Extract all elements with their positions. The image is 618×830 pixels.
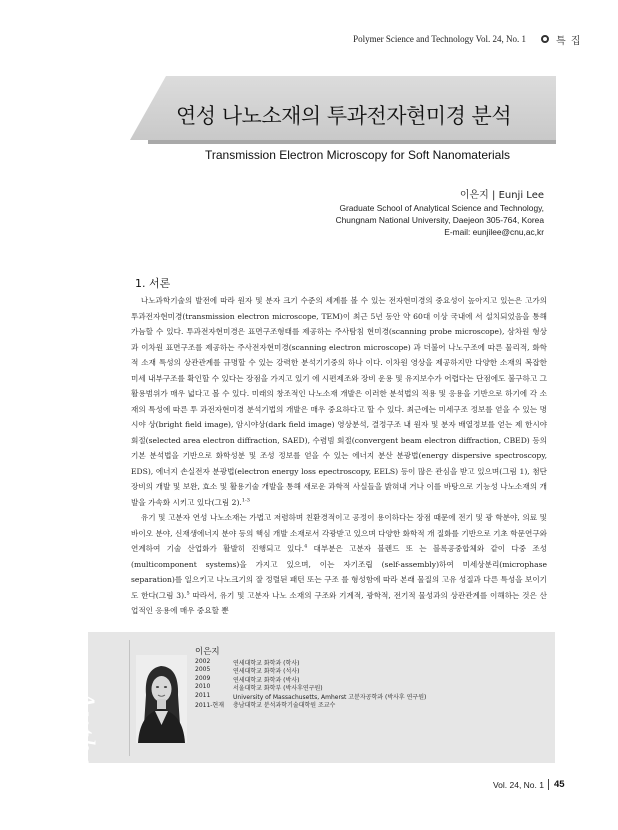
bio-entry: 2009 연세대학교 화학과 (박사) (195, 674, 300, 684)
page-number: 45 (554, 779, 565, 790)
banner-fold (130, 76, 166, 140)
reference-superscript: 4 (304, 543, 308, 550)
author-vertical-label: Author (68, 690, 101, 786)
journal-header: Polymer Science and Technology Vol. 24, No. 1 (353, 34, 526, 44)
bio-entry: 2010 서울대학교 화학부 (박사후연구원) (195, 683, 323, 693)
reference-superscript: 5 (186, 589, 190, 596)
author-line (460, 186, 544, 201)
author-name-en: Eunji Lee (498, 190, 544, 201)
author-photo (136, 655, 187, 743)
author-email: E-mail: eunjilee@cnu,ac,kr (444, 227, 544, 237)
banner-shadow (148, 140, 556, 144)
section-label: 특 집 (556, 36, 582, 47)
bio-entry: 2005 연세대학교 화학과 (석사) (195, 666, 300, 676)
body-text (131, 293, 547, 619)
title-english: Transmission Electron Microscopy for Soft Nanomaterials (205, 148, 510, 162)
title-korean: 연성 나노소재의 투과전자현미경 분석 (176, 104, 512, 128)
author-name-ko: 이은지 (459, 190, 489, 201)
bio-list (195, 658, 426, 708)
paragraph-2: 유기 및 고분자 연성 나노소재는 가볍고 저렴하며 친환경적이고 공정이 용이하다는 장점 때문에 전기 및 광 학분야, 의료 및 바이오 분야, 신재생에너지 분야 등의 핵심 개발 소재로서 각광받고 있으며 다양한 화학적 개 질화를 기반으로 기초 학문연구와 연계하여 기술 산업화가 활발히 진행되고 있다.$^4$ 대부분은 고분자 블렌드 또 는 블록공중합체와 같이 다중 조성(multicomponent systems)을 가지고 있으며, 이는 자기조립 (self-assembly)하여 미세상분리(microphase separation)를 일으키고 나노크기의 잘 정렬된 패턴 또는 구조 를 형성함에 따라 본래 물질의 고유 성질과 다른 특성을 보이기도 한다(그림 3).$^5$ 따라서, 유기 및 고분자 나노 소재의 구조와 기계적, 광학적, 전기적 물성과의 상관관계를 이해하는 것은 산업적인 응용에 매우 중요할 뿐 (131, 513, 547, 615)
footer-separator (548, 779, 549, 790)
circle-bullet-icon (541, 35, 549, 43)
bio-entry: 2011-현재 충남대학교 분석과학기술대학원 조교수 (195, 701, 336, 709)
paragraph-1: 나노과학기술의 발전에 따라 원자 및 분자 크기 수준의 세계를 볼 수 있는 전자현미경의 중요성이 높아지고 있는은 고가의 투과전자현미경(transmission electron microscope, TEM)이 최근 5년 동안 약 60대 이상 국내에 서 설치되었음을 통해 가늠할 수 있다. 투과전자현미경은 표면구조형태를 제공하는 주사탐침 현미경(scanning probe microscope), 삼차원 형상과 이차원 표면구조를 제공하는 주사전자현미경(scanning electron microscope) 과 더불어 나노구조에 따른 물리적, 화학적 소재 특성의 상관관계를 규명할 수 있는 강력한 분석기기중의 하나 이다. 이차원 영상을 제공하지만 다양한 소재의 복잡한 미세 내부구조를 확인할 수 있다는 장점을 가지고 있기 에 시편제조와 장비 운용 및 유지보수가 어렵다는 단점에도 불구하고 그 활용범위가 매우 넓다고 볼 수 있다. 미래의 창조적인 나노소재 개발은 이러한 분석법의 적용 및 응용을 기반으로 하기에 각 소재의 특성에 따른 투 과전자현미경 분석기법의 개발은 매우 중요하다고 할 수 있다. 최근에는 미세구조 정보를 얻을 수 있는 명시야 상(bright field image), 암시야상(dark field image) 영상분석, 결정구조 내 원자 및 분자 배열정보를 얻는 제 한시야 회절(selected area electron diffraction, SAED), 수렴빔 회절(convergent beam electron diffraction, CBED) 등의 기본 분석법을 기반으로 화학성분 및 조성 정보를 얻을 수 있는 에너지 분산 분광법(energy dispersive spectroscopy, EDS), 에너지 손실전자 분광법(electron energy loss epectroscopy, EELS) 등이 많은 관심을 받고 있으며(그림 1), 첨단 장비의 개발 및 보완, 효소 및 활용기술 개발을 통해 새로운 과학적 사실들을 밝혀내 거나 이를 바탕으로 기능성 나노소재의 개발을 가속화 시키고 있다(그림 2).$^{1-3}$ (131, 296, 547, 507)
affiliation-line-1: Graduate School of Analytical Science and Technology, (339, 203, 544, 213)
bio-entry: 2011 University of Massachusetts, Amherst 고분자공학과 (박사후 연구원) (195, 691, 427, 701)
footer-volume: Vol. 24, No. 1 (492, 780, 544, 790)
affiliation-line-2: Chungnam National University, Daejeon 305-764, Korea (335, 215, 544, 225)
reference-superscript: 1-3 (241, 496, 250, 503)
author-portrait-image (136, 655, 187, 743)
author-separator: | (492, 190, 499, 201)
author-box-divider (129, 640, 130, 756)
section-heading: 1. 서론 (135, 277, 171, 290)
bio-name: 이은지 (195, 647, 220, 657)
bio-entry: 2002 연세대학교 화학과 (학사) (195, 658, 300, 667)
